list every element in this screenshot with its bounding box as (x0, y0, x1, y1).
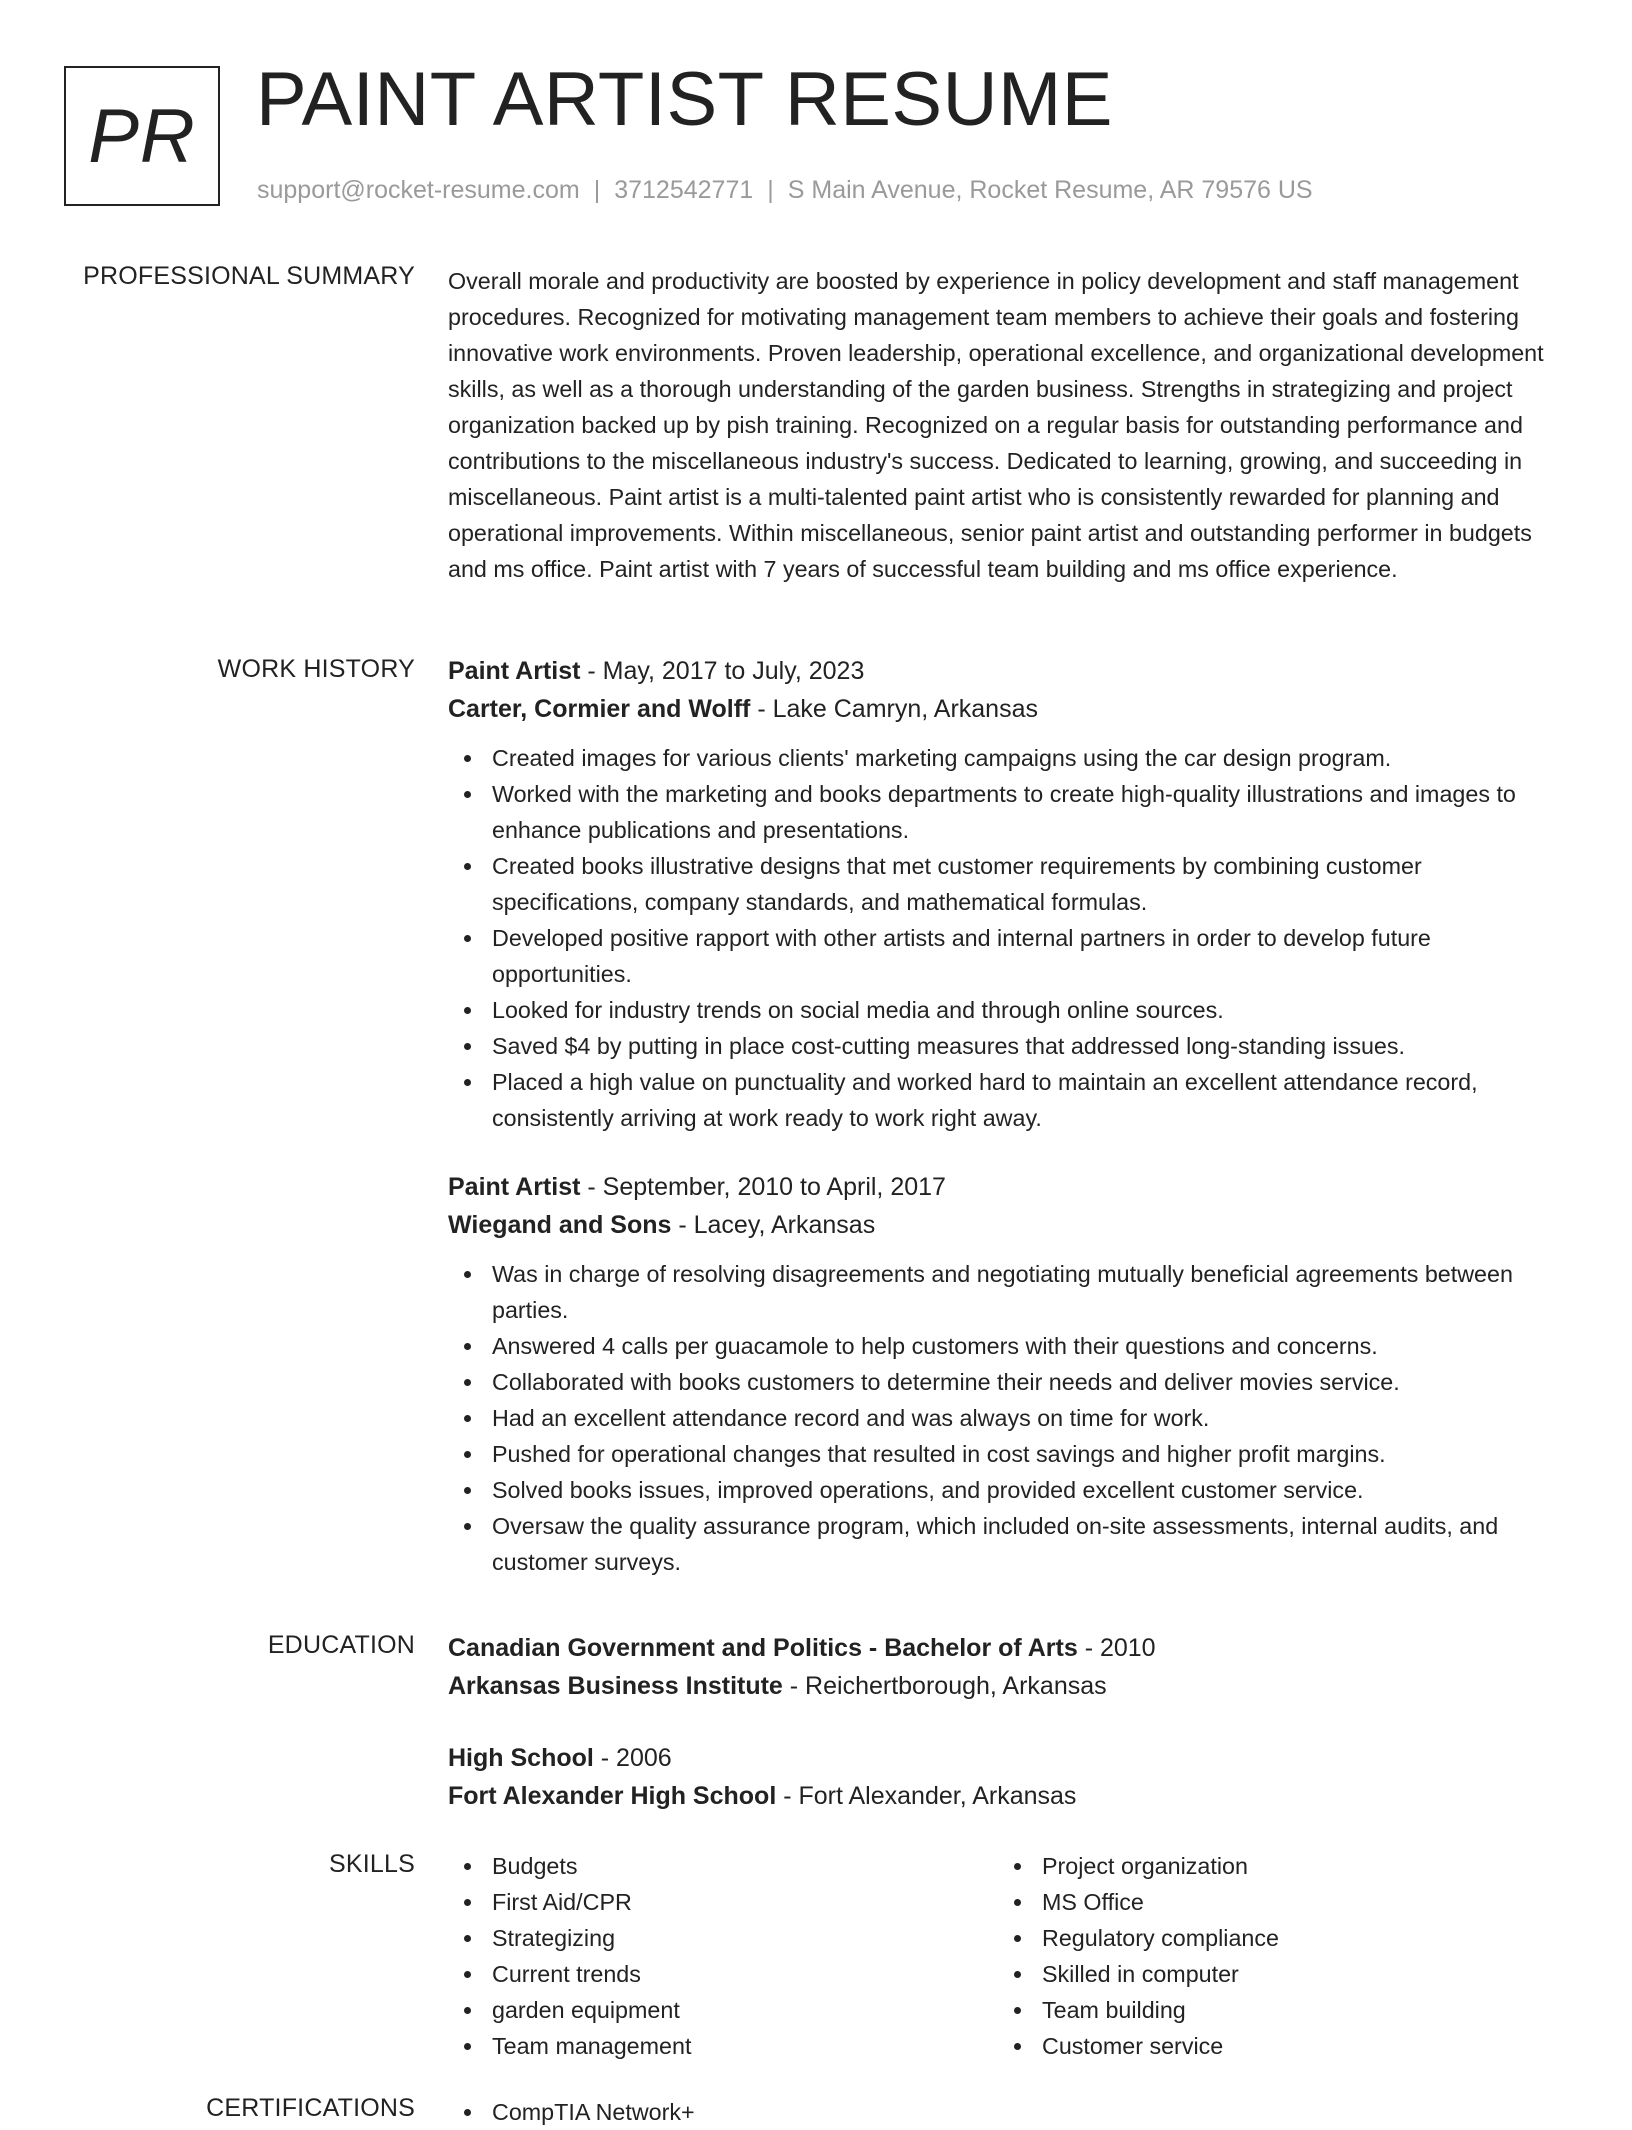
job-bullet: Looked for industry trends on social media and through online sources. (492, 992, 1568, 1028)
job-bullet: Created images for various clients' marketing campaigns using the car design program. (492, 740, 1568, 776)
job-title-line (448, 1168, 1568, 1206)
education-entry (448, 1629, 1568, 1705)
contact-email[interactable]: support@rocket-resume.com (257, 176, 580, 204)
education-location: - Fort Alexander, Arkansas (776, 1782, 1077, 1810)
job-location: - Lacey, Arkansas (671, 1211, 876, 1239)
contact-phone[interactable]: 3712542771 (614, 176, 754, 204)
job-title: Paint Artist (448, 1173, 581, 1201)
contact-separator: | (767, 176, 774, 204)
skills-body (448, 1848, 1568, 2064)
education-school-line (448, 1777, 1568, 1815)
skill-item: Customer service (1042, 2028, 1548, 2064)
section-label-skills: SKILLS (329, 1850, 415, 1878)
section-label-education: EDUCATION (267, 1631, 415, 1659)
job-bullet: Created books illustrative designs that met customer requirements by combining customer specifications, company standards, and mathematical formulas. (492, 848, 1568, 920)
education-body (448, 1629, 1568, 1815)
job-entry (448, 1168, 1568, 1580)
job-dates: - September, 2010 to April, 2017 (580, 1173, 946, 1201)
skill-item: Team building (1042, 1992, 1548, 2028)
job-bullet: Had an excellent attendance record and was always on time for work. (492, 1400, 1568, 1436)
job-bullet: Saved $4 by putting in place cost-cutting measures that addressed long-standing issues. (492, 1028, 1568, 1064)
skill-item: garden equipment (492, 1992, 998, 2028)
education-school-line (448, 1667, 1568, 1705)
skills-column-left (448, 1848, 998, 2064)
education-degree-line (448, 1739, 1568, 1777)
job-dates: - May, 2017 to July, 2023 (580, 657, 865, 685)
job-location: - Lake Camryn, Arkansas (750, 695, 1038, 723)
skill-item: Skilled in computer (1042, 1956, 1548, 1992)
job-company: Wiegand and Sons (448, 1211, 672, 1239)
job-title: Paint Artist (448, 657, 581, 685)
skill-item: First Aid/CPR (492, 1884, 998, 1920)
job-bullet: Worked with the marketing and books departments to create high-quality illustrations and images to enhance publications and presentations. (492, 776, 1568, 848)
skills-list-left (448, 1848, 998, 2064)
job-bullets (448, 1256, 1568, 1580)
skill-item: Team management (492, 2028, 998, 2064)
monogram-initials: PR (88, 93, 196, 179)
summary-body (448, 263, 1568, 587)
section-label-work: WORK HISTORY (217, 655, 415, 683)
job-bullet: Pushed for operational changes that resulted in cost savings and higher profit margins. (492, 1436, 1568, 1472)
resume-title: PAINT ARTIST RESUME (256, 57, 1113, 142)
skill-item: MS Office (1042, 1884, 1548, 1920)
monogram-logo (64, 66, 220, 206)
job-bullet: Oversaw the quality assurance program, which included on-site assessments, internal audits, and customer surveys. (492, 1508, 1568, 1580)
contact-address: S Main Avenue, Rocket Resume, AR 79576 US (787, 176, 1313, 204)
education-entry (448, 1739, 1568, 1815)
skill-item: Current trends (492, 1956, 998, 1992)
contact-line (257, 176, 1313, 205)
skill-item: Regulatory compliance (1042, 1920, 1548, 1956)
education-school: Arkansas Business Institute (448, 1672, 783, 1700)
job-company-line (448, 1206, 1568, 1244)
job-bullet: Solved books issues, improved operations, and provided excellent customer service. (492, 1472, 1568, 1508)
skills-list-right (998, 1848, 1548, 2064)
section-label-summary: PROFESSIONAL SUMMARY (83, 262, 415, 290)
skills-column-right (998, 1848, 1548, 2064)
job-bullet: Placed a high value on punctuality and worked hard to maintain an excellent attendance record, consistently arriving at work ready to work right away. (492, 1064, 1568, 1136)
education-degree: Canadian Government and Politics - Bachelor of Arts (448, 1634, 1078, 1662)
job-title-line (448, 652, 1568, 690)
job-bullets (448, 740, 1568, 1136)
certifications-body (448, 2094, 1568, 2130)
job-bullet: Collaborated with books customers to determine their needs and deliver movies service. (492, 1364, 1568, 1400)
certification-item: CompTIA Network+ (492, 2094, 1568, 2130)
job-bullet: Was in charge of resolving disagreements and negotiating mutually beneficial agreements between parties. (492, 1256, 1568, 1328)
skills-columns (448, 1848, 1568, 2064)
work-body (448, 652, 1568, 1580)
job-entry (448, 652, 1568, 1136)
skill-item: Project organization (1042, 1848, 1548, 1884)
section-label-certifications: CERTIFICATIONS (206, 2094, 415, 2122)
education-degree: High School (448, 1744, 594, 1772)
education-school: Fort Alexander High School (448, 1782, 777, 1810)
education-degree-line (448, 1629, 1568, 1667)
education-year: - 2006 (593, 1744, 672, 1772)
certifications-list (448, 2094, 1568, 2130)
job-bullet: Answered 4 calls per guacamole to help customers with their questions and concerns. (492, 1328, 1568, 1364)
job-company-line (448, 690, 1568, 728)
summary-text: Overall morale and productivity are boosted by experience in policy development and staff management procedures. Recognized for motivating management team members to achieve their goals and fostering innovative work environments. Proven leadership, operational excellence, and organizational development skills, as well as a thorough understanding of the garden business. Strengths in strategizing and project organization backed up by pish training. Recognized on a regular basis for outstanding performance and contributions to the miscellaneous industry's success. Dedicated to learning, growing, and succeeding in miscellaneous. Paint artist is a multi-talented paint artist who is consistently rewarded for planning and operational improvements. Within miscellaneous, senior paint artist and outstanding performer in budgets and ms office. Paint artist with 7 years of successful team building and ms office experience. (448, 268, 1544, 582)
job-bullet: Developed positive rapport with other artists and internal partners in order to develop future opportunities. (492, 920, 1568, 992)
education-year: - 2010 (1077, 1634, 1156, 1662)
skill-item: Strategizing (492, 1920, 998, 1956)
contact-separator: | (593, 176, 601, 204)
education-location: - Reichertborough, Arkansas (782, 1672, 1107, 1700)
job-company: Carter, Cormier and Wolff (448, 695, 751, 723)
skill-item: Budgets (492, 1848, 998, 1884)
